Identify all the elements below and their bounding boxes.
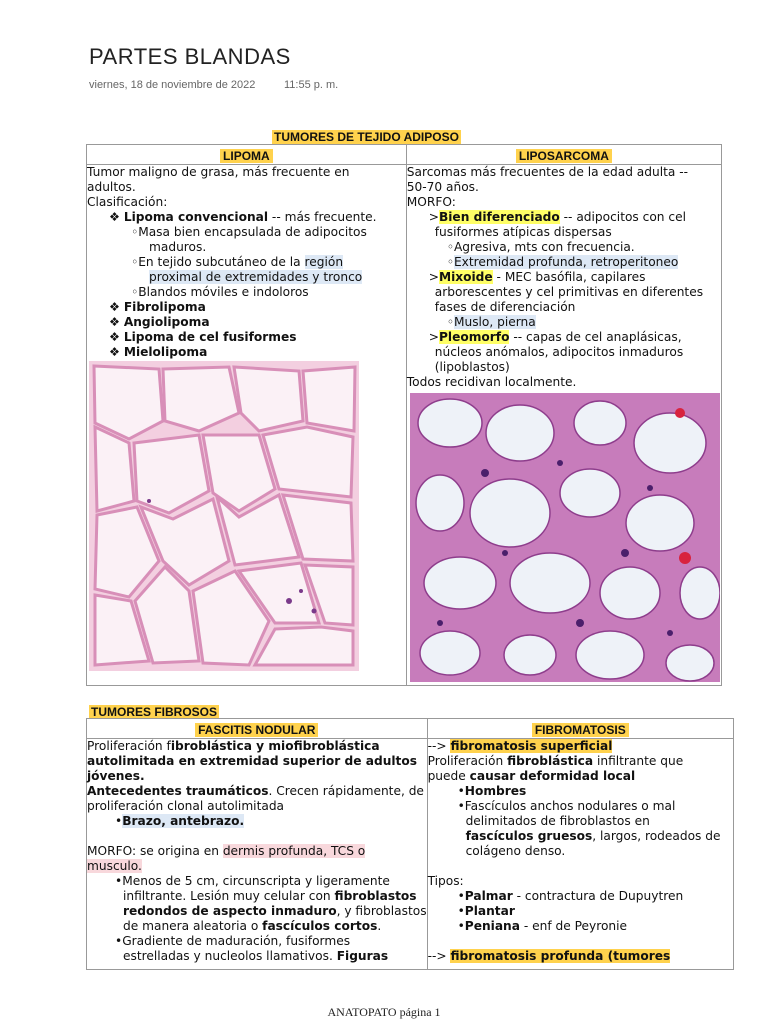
text-line <box>87 919 427 934</box>
text-bold: Antecedentes traumáticos <box>87 784 269 798</box>
text-line: Clasificación: <box>87 195 168 209</box>
list-item: >Pleomorfo -- capas de cel anaplásicas, <box>428 330 682 344</box>
fascitis-header: FASCITIS NODULAR <box>87 719 428 739</box>
text: - MEC basófila, capilares <box>492 270 646 284</box>
fibromatosis-cell <box>427 739 733 970</box>
text: -- adipocitos con cel <box>559 210 686 224</box>
text-highlight: región <box>304 255 344 269</box>
text-bold: fibroblastos <box>334 889 417 903</box>
text: de manera aleatoria o <box>123 919 263 933</box>
text-bold: fascículos cortos <box>262 919 378 933</box>
diamond-bullet-icon: ❖ <box>109 300 120 314</box>
text-line <box>87 904 427 919</box>
circle-bullet-icon: ◦ <box>446 315 454 329</box>
fascitis-cell <box>87 739 428 970</box>
list-item <box>87 285 406 300</box>
bullet-icon: • <box>457 784 465 798</box>
text-line: núcleos anómalos, adipocitos inmaduros <box>434 345 684 359</box>
text: Blandos móviles e indoloros <box>138 285 309 299</box>
text-line: Sarcomas más frecuentes de la edad adulta -- <box>406 165 689 179</box>
text-line: delimitados de fibroblastos en <box>465 814 650 828</box>
page-footer: ANATOPATO página 1 <box>327 1005 441 1019</box>
text: puede <box>427 769 470 783</box>
text: -- capas de cel anaplásicas, <box>509 330 682 344</box>
text: - contractura de Dupuytren <box>512 889 684 903</box>
list-item <box>87 330 406 345</box>
bullet-icon: • <box>457 889 465 903</box>
text: , largos, rodeados de <box>592 829 721 843</box>
liposarcoma-header: LIPOSARCOMA <box>406 145 721 165</box>
text-highlight: Mixoide <box>438 270 493 284</box>
text-line: proliferación clonal autolimitada <box>87 799 285 813</box>
text-line: adultos. <box>87 180 136 194</box>
text-line: fases de diferenciación <box>434 300 576 314</box>
diamond-bullet-icon: ❖ <box>109 315 120 329</box>
list-item <box>87 255 406 270</box>
text-line: Tumor maligno de grasa, más frecuente en <box>87 165 350 179</box>
liposarcoma-histology-image <box>410 393 720 682</box>
text: estrelladas y nucleolos llamativos. <box>123 949 337 963</box>
list-item <box>87 300 406 315</box>
text-line: Tipos: <box>427 874 464 888</box>
list-item <box>428 904 733 919</box>
text-line <box>87 859 427 874</box>
list-item <box>428 889 733 904</box>
list-item <box>428 784 733 799</box>
text-line: MORFO: <box>406 195 456 209</box>
bullet-icon: • <box>457 904 465 918</box>
text: Gradiente de maduración, fusiformes <box>122 934 351 948</box>
section-title-text: TUMORES DE TEJIDO ADIPOSO <box>274 130 459 144</box>
text-bold: fascículos gruesos <box>465 829 593 843</box>
list-item: >Mixoide - MEC basófila, capilares <box>428 270 646 284</box>
text-line: Todos recidivan localmente. <box>406 375 577 389</box>
text-line <box>87 844 427 859</box>
text-line <box>428 829 733 844</box>
text: . <box>377 919 382 933</box>
text-bold: Figuras <box>336 949 389 963</box>
diamond-bullet-icon: ❖ <box>109 330 120 344</box>
text-bold: Peniana <box>464 919 520 933</box>
text-line: jóvenes. <box>87 769 145 783</box>
text-bold: fibroblástica <box>507 754 594 768</box>
text-line <box>87 784 427 799</box>
text-highlight: Bien diferenciado <box>438 210 560 224</box>
text: Proliferación f <box>87 739 171 753</box>
text: Fascículos anchos nodulares o mal <box>464 799 676 813</box>
text-bold: Lipoma convencional <box>123 210 269 224</box>
text-line <box>87 889 427 904</box>
text: , y fibroblastos <box>336 904 427 918</box>
text-bold: Fibrolipoma <box>123 300 206 314</box>
text: En tejido subcutáneo de la <box>138 255 305 269</box>
circle-bullet-icon: ◦ <box>131 255 139 269</box>
bullet-icon: • <box>457 799 465 813</box>
text-bold: causar deformidad local <box>469 769 636 783</box>
list-item <box>87 345 406 360</box>
circle-bullet-icon: ◦ <box>131 225 139 239</box>
text-highlight: Brazo, antebrazo. <box>122 814 245 828</box>
text: - enf de Peyronie <box>519 919 628 933</box>
list-item <box>407 255 721 270</box>
list-item: >Bien diferenciado -- adipocitos con cel <box>428 210 686 224</box>
text-highlight: dermis profunda, TCS o <box>222 844 366 858</box>
spacer <box>428 859 733 874</box>
list-item <box>87 814 427 829</box>
page-time: 11:55 p. m. <box>284 79 339 91</box>
text: -- más frecuente. <box>268 210 377 224</box>
bullet-icon: • <box>115 934 123 948</box>
text-line <box>428 769 733 784</box>
text-line <box>428 754 733 769</box>
text: --> <box>427 739 451 753</box>
text-highlight: proximal de extremidades y tronco <box>149 270 363 284</box>
text-line: (lipoblastos) <box>434 360 510 374</box>
circle-bullet-icon: ◦ <box>446 255 454 269</box>
circle-bullet-icon: ◦ <box>446 240 454 254</box>
text-highlight: fibromatosis profunda (tumores <box>450 949 671 963</box>
text: Menos de 5 cm, circunscripta y ligeramente <box>122 874 390 888</box>
spacer <box>87 829 427 844</box>
list-item <box>407 240 721 255</box>
bullet-icon: • <box>457 919 465 933</box>
text-line <box>428 949 733 964</box>
text-bold: Angiolipoma <box>123 315 210 329</box>
page-date: viernes, 18 de noviembre de 2022 <box>89 79 256 91</box>
list-item <box>87 874 427 889</box>
page-title: PARTES BLANDAS <box>89 44 291 69</box>
list-item <box>87 225 406 240</box>
list-item <box>407 315 721 330</box>
text-line: maduros. <box>149 240 207 254</box>
text-line <box>87 270 406 285</box>
text-line <box>428 739 733 754</box>
section-title-text: TUMORES FIBROSOS <box>91 705 218 719</box>
fibromatosis-header: FIBROMATOSIS <box>427 719 733 739</box>
text: MORFO: se origina en <box>87 844 223 858</box>
lipoma-histology-image <box>89 361 359 671</box>
circle-bullet-icon: ◦ <box>131 285 139 299</box>
text: Proliferación <box>427 754 508 768</box>
text-bold: ibroblástica y miofibroblástica <box>170 739 380 753</box>
text-highlight: musculo. <box>87 859 142 873</box>
text-highlight: fibromatosis superficial <box>450 739 613 753</box>
text-highlight: Pleomorfo <box>438 330 510 344</box>
text-bold: Lipoma de cel fusiformes <box>123 330 297 344</box>
text: infiltrante. Lesión muy celular con <box>123 889 335 903</box>
text: --> <box>427 949 451 963</box>
text-highlight: Muslo, pierna <box>453 315 536 329</box>
text: Agresiva, mts con frecuencia. <box>453 240 635 254</box>
lipoma-header: LIPOMA <box>87 145 407 165</box>
text: Masa bien encapsulada de adipocitos <box>138 225 367 239</box>
list-item <box>87 210 406 225</box>
text-line: autolimitada en extremidad superior de adultos <box>87 754 418 768</box>
fibrous-table <box>86 718 734 970</box>
text-line: fusiformes atípicas dispersas <box>434 225 612 239</box>
list-item <box>428 919 733 934</box>
bullet-icon: • <box>115 814 123 828</box>
text-bold: Hombres <box>464 784 527 798</box>
text-highlight: Extremidad profunda, retroperitoneo <box>453 255 679 269</box>
text-bold: redondos de aspecto inmaduro <box>123 904 337 918</box>
text-bold: Mielolipoma <box>123 345 208 359</box>
text-line <box>87 739 427 754</box>
bullet-icon: • <box>115 874 123 888</box>
list-item <box>428 799 733 814</box>
section-title-adipose <box>272 126 461 145</box>
spacer <box>428 934 733 949</box>
text-bold: Plantar <box>464 904 515 918</box>
text: infiltrante que <box>593 754 684 768</box>
diamond-bullet-icon: ❖ <box>109 345 120 359</box>
diamond-bullet-icon: ❖ <box>109 210 120 224</box>
text-bold: Palmar <box>464 889 513 903</box>
text-line <box>87 949 427 964</box>
list-item <box>87 934 427 949</box>
text: . Crecen rápidamente, de <box>268 784 424 798</box>
text-line: 50-70 años. <box>406 180 479 194</box>
text-line: arborescentes y cel primitivas en diferentes <box>434 285 704 299</box>
list-item <box>87 315 406 330</box>
text-line: colágeno denso. <box>465 844 566 858</box>
